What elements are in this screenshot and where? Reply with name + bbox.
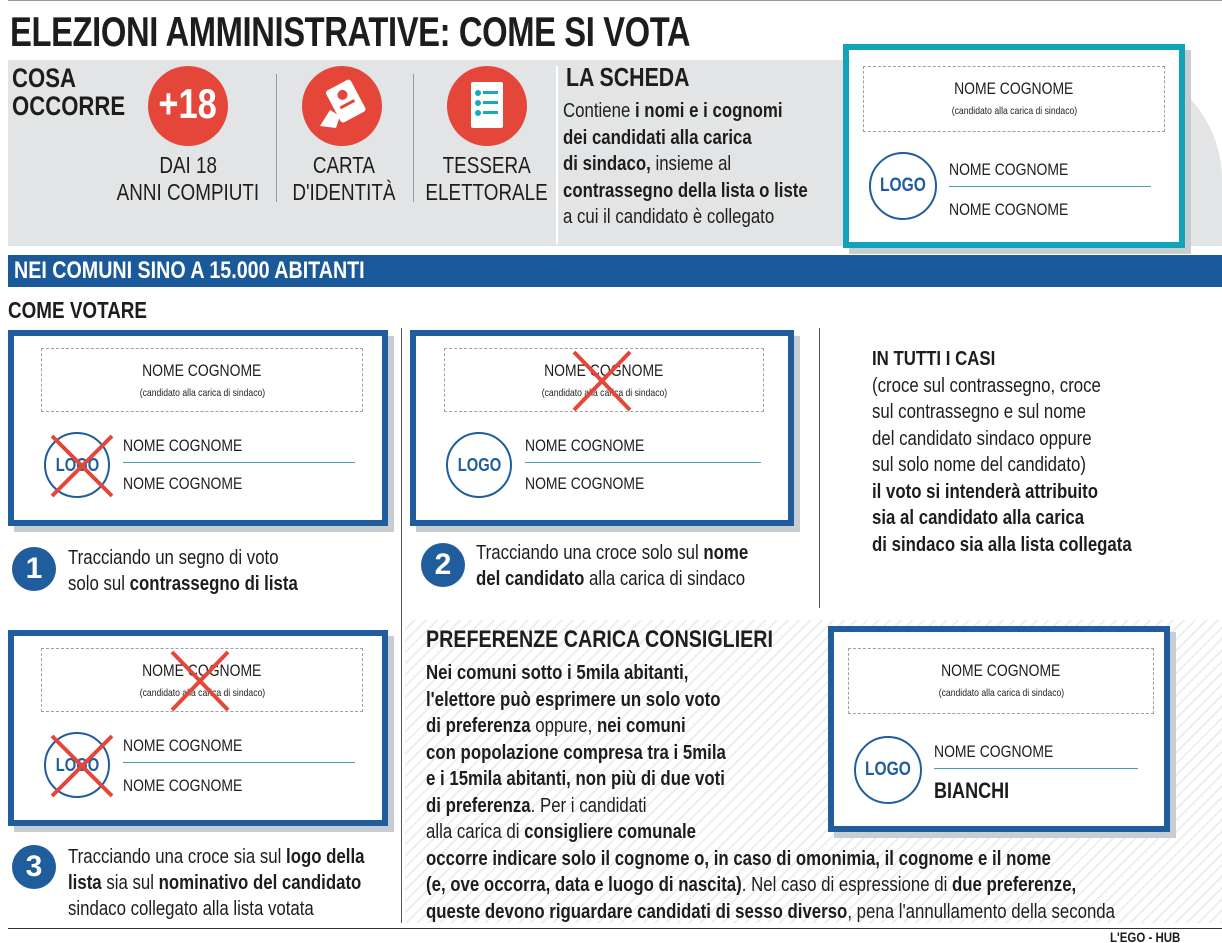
candidate-subtitle: (candidato alla carica di sindaco) [938, 687, 1064, 699]
list-logo: LOGO [869, 152, 937, 220]
step-number-2: 2 [421, 543, 465, 587]
column-divider [401, 328, 402, 923]
requirement-id-card-label: CARTA D'IDENTITÀ [292, 152, 396, 205]
requirement-age-label: DAI 18 ANNI COMPIUTI [116, 152, 260, 205]
requirement-voter-card-label: TESSERA ELETTORALE [425, 152, 549, 205]
candidate-name: NOME COGNOME [544, 361, 664, 380]
list-candidate-name: NOME COGNOME [525, 474, 645, 493]
list-candidate-name: NOME COGNOME [123, 776, 243, 795]
divider [556, 66, 558, 244]
list-logo: LOGO [44, 732, 110, 798]
candidate-name: NOME COGNOME [954, 79, 1074, 98]
step-number-1: 1 [12, 547, 56, 591]
list-logo: LOGO [44, 432, 110, 498]
preference-surname: BIANCHI [934, 778, 1010, 803]
write-line [949, 186, 1151, 187]
ballot-section-title: LA SCHEDA [566, 62, 690, 92]
write-line [123, 462, 355, 463]
list-candidate-name: NOME COGNOME [525, 436, 645, 455]
preferences-text: Nei comuni sotto i 5mila abitanti, l'elettore può esprimere un solo voto di preferenza oppure, nei comuni con popolazione compresa tra i 5mila e i 15mila abitanti, non più di due voti di preferenza. Per i candidati alla carica di consigliere comunale occorre indicare solo il cognome o, in caso di omonimia, il cognome e il nome (e, ove occorra, data e luogo di nascita). Nel caso di espressione di due preferenze, queste devono riguardare candidati di sesso diverso, pena l'annullamento della seconda [426, 661, 1116, 923]
list-candidate-name: NOME COGNOME [949, 160, 1069, 179]
cross-mark-icon [566, 348, 638, 414]
list-candidate-name: NOME COGNOME [123, 436, 243, 455]
cross-mark-icon [46, 430, 118, 502]
candidate-name: NOME COGNOME [142, 361, 262, 380]
credit: L'EGO - HUB [1110, 929, 1181, 943]
cross-mark-icon [46, 730, 118, 802]
id-card-icon [302, 66, 382, 146]
candidate-subtitle: (candidato alla carica di sindaco) [139, 387, 265, 399]
how-to-vote-heading: COME VOTARE [8, 297, 148, 323]
step-number-3: 3 [12, 845, 56, 889]
write-line [934, 768, 1138, 769]
section-band-title: NEI COMUNI SINO A 15.000 ABITANTI [14, 257, 365, 284]
candidate-subtitle: (candidato alla carica di sindaco) [951, 105, 1077, 117]
ballot-example-1 [8, 330, 388, 526]
column-divider [819, 328, 820, 608]
preferences-title: PREFERENZE CARICA CONSIGLIERI [426, 626, 773, 653]
list-logo: LOGO [854, 736, 922, 804]
cross-mark-icon [164, 648, 236, 714]
ballot-example-3 [8, 630, 388, 826]
list-candidate-name: NOME COGNOME [934, 742, 1054, 761]
ballot-example-2 [410, 330, 794, 526]
list-logo: LOGO [446, 432, 512, 498]
list-candidate-name: NOME COGNOME [949, 200, 1069, 219]
candidate-name-box [863, 66, 1165, 132]
write-line [123, 762, 355, 763]
write-line [525, 462, 761, 463]
step-1-text: Tracciando un segno di voto solo sul contrassegno di lista [68, 546, 298, 595]
candidate-name-box [848, 648, 1154, 714]
candidate-subtitle: (candidato alla carica di sindaco) [139, 687, 265, 699]
all-cases-note: IN TUTTI I CASI (croce sul contrassegno, croce sul contrassegno e sul nome del candidato sindaco oppure sul solo nome del candidato) il voto si intenderà attribuito sia al candidato alla carica di sindaco sia alla lista collegata [872, 347, 1132, 556]
step-2-text: Tracciando una croce solo sul nome del candidato alla carica di sindaco [476, 541, 749, 590]
page-title: ELEZIONI AMMINISTRATIVE: COME SI VOTA [10, 8, 691, 55]
ballot-preference-example [828, 626, 1170, 832]
ballot-description: Contiene i nomi e i cognomi dei candidati alla carica di sindaco, insieme al contrassegno della lista o liste a cui il candidato è collegato [563, 99, 808, 228]
voter-card-icon [447, 66, 527, 146]
candidate-name: NOME COGNOME [941, 661, 1061, 680]
requirements-heading: COSA OCCORRE [12, 63, 126, 121]
bottom-rule [8, 928, 1222, 929]
candidate-name-box [41, 348, 363, 412]
candidate-name: NOME COGNOME [142, 661, 262, 680]
top-rule [8, 0, 1222, 1]
candidate-subtitle: (candidato alla carica di sindaco) [541, 387, 667, 399]
age-badge-text: +18 [158, 80, 218, 127]
sample-ballot [843, 44, 1185, 248]
list-candidate-name: NOME COGNOME [123, 474, 243, 493]
list-candidate-name: NOME COGNOME [123, 736, 243, 755]
step-3-text: Tracciando una croce sia sul logo della lista sia sul nominativo del candidato sindaco collegato alla lista votata [68, 845, 365, 920]
